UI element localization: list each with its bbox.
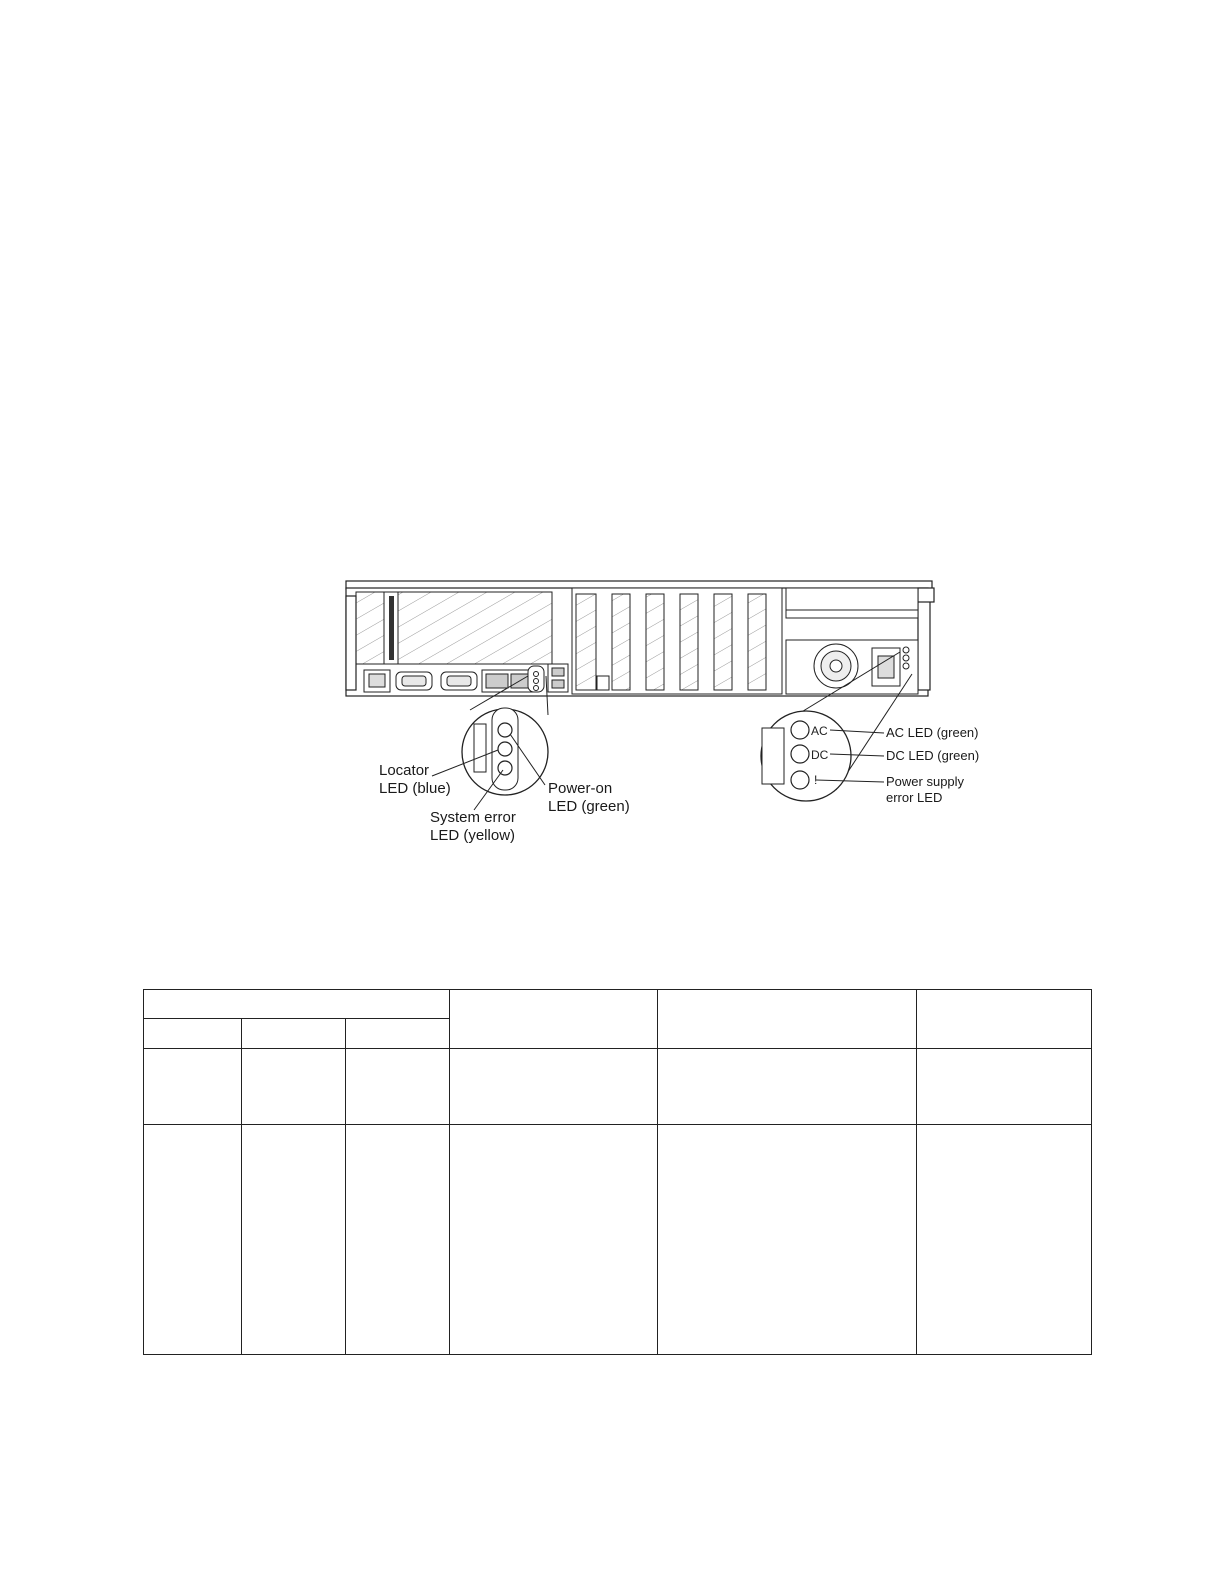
table-cell bbox=[144, 1125, 242, 1355]
table-header-col-5 bbox=[658, 990, 917, 1049]
locator-led-label bbox=[379, 762, 451, 798]
power-on-led-label-line2: LED (green) bbox=[548, 798, 630, 815]
power-supply-error-led-label bbox=[886, 774, 964, 806]
table-cell bbox=[144, 1049, 242, 1125]
power-supply-error-led-label-line1: Power supply bbox=[886, 774, 965, 789]
table-cell bbox=[658, 1049, 917, 1125]
system-error-led-label bbox=[430, 809, 516, 845]
pci-slots bbox=[572, 588, 782, 694]
table-cell bbox=[346, 1049, 450, 1125]
dc-led-label: DC LED (green) bbox=[886, 748, 980, 763]
system-error-led-label-line2: LED (yellow) bbox=[430, 827, 516, 844]
table-header-col-4 bbox=[450, 990, 658, 1049]
table-cell bbox=[450, 1125, 658, 1355]
table-header-row bbox=[144, 990, 1092, 1019]
table-header-group bbox=[144, 990, 450, 1019]
psu-error-led-icon bbox=[791, 771, 809, 789]
table-cell bbox=[658, 1125, 917, 1355]
power-on-led-icon bbox=[498, 723, 512, 737]
table-cell bbox=[242, 1049, 346, 1125]
table-header-col-6 bbox=[917, 990, 1092, 1049]
locator-led-icon bbox=[498, 742, 512, 756]
table-cell bbox=[346, 1125, 450, 1355]
ac-led-icon bbox=[791, 721, 809, 739]
dc-led-icon bbox=[791, 745, 809, 763]
power-supply bbox=[786, 588, 918, 694]
locator-led-label-line1: Locator bbox=[379, 762, 430, 779]
system-error-led-icon bbox=[498, 761, 512, 775]
power-on-led-label bbox=[548, 780, 630, 816]
psu-mark-error: ! bbox=[814, 773, 818, 787]
riser-left bbox=[356, 592, 552, 664]
table-subheader-1 bbox=[144, 1019, 242, 1049]
table-cell bbox=[917, 1049, 1092, 1125]
power-on-led-label-line1: Power-on bbox=[548, 780, 613, 797]
table-subheader-2 bbox=[242, 1019, 346, 1049]
system-error-led-label-line1: System error bbox=[430, 809, 516, 826]
led-status-table bbox=[143, 989, 1092, 1355]
psu-mark-dc: DC bbox=[811, 748, 829, 762]
locator-led-label-line2: LED (blue) bbox=[379, 780, 451, 797]
table-cell bbox=[242, 1125, 346, 1355]
table-cell bbox=[450, 1049, 658, 1125]
ac-led-label: AC LED (green) bbox=[886, 725, 979, 740]
table-row bbox=[144, 1125, 1092, 1355]
table-subheader-3 bbox=[346, 1019, 450, 1049]
table-cell bbox=[917, 1125, 1092, 1355]
psu-mark-ac: AC bbox=[811, 724, 828, 738]
table-row bbox=[144, 1049, 1092, 1125]
power-supply-error-led-label-line2: error LED bbox=[886, 790, 943, 805]
